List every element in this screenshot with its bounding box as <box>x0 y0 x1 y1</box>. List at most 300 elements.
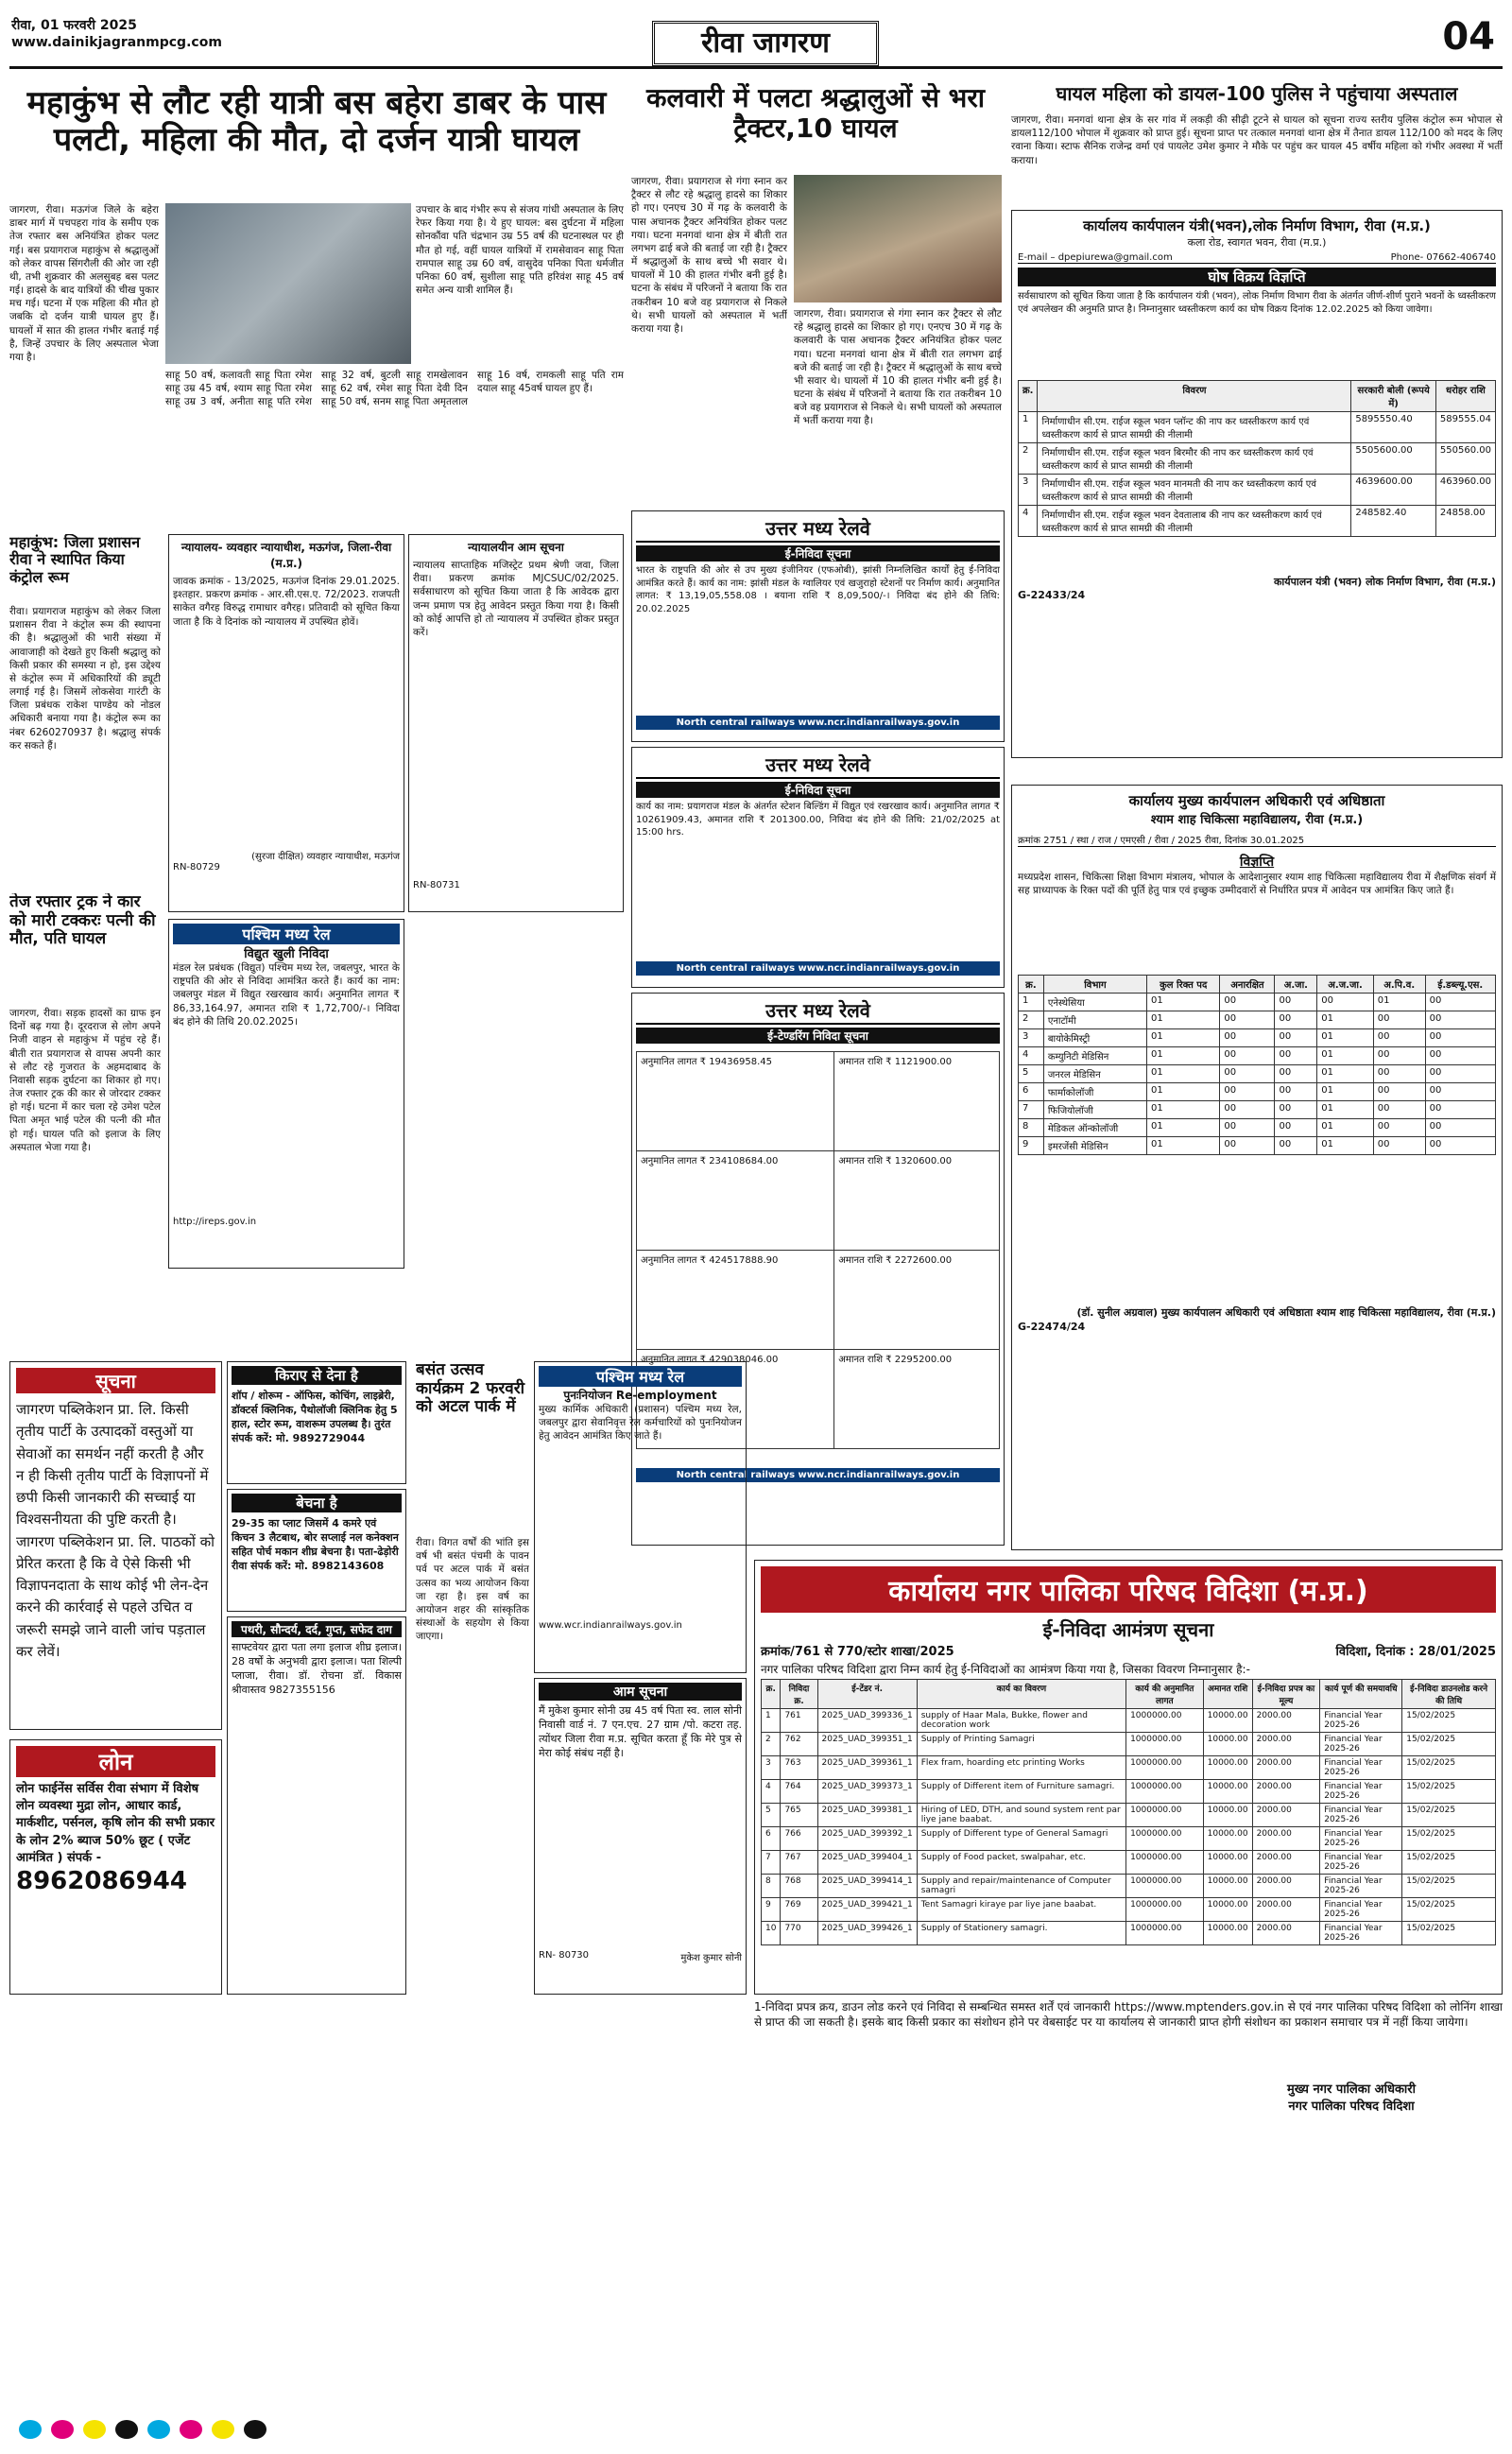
sale-ad <box>227 1489 406 1612</box>
cell: Financial Year 2025-26 <box>1320 1827 1402 1851</box>
cell: Financial Year 2025-26 <box>1320 1804 1402 1827</box>
cell: 00 <box>1425 1011 1495 1029</box>
cell: 10000.00 <box>1203 1851 1252 1875</box>
wcr-title: पश्चिम मध्य रेल <box>173 924 400 944</box>
cell: 2025_UAD_399404_1 <box>817 1851 917 1875</box>
rail3-sub: ई-टेण्डरिंग निविदा सूचना <box>636 1028 1000 1044</box>
pwd-th-3: धरोहर राशि <box>1435 381 1495 412</box>
story4-headline: महाकुंभ: जिला प्रशासन रीवा ने स्थापित किया कंट्रोल रूम <box>9 534 141 586</box>
vidisha-sig2: नगर पालिका परिषद विदिशा <box>1288 2100 1415 2114</box>
story4-body: रीवा। प्रयागराज महाकुंभ को लेकर जिला प्रशासन रीवा ने कंट्रोल रूम की स्थापना की है। श्रद्धालुओं की भारी संख्या में आवाजाही को देखते हुए किसी श्रद्धालु को किसी प्रकार की समस्या न हो, इस उद्देश्य से कंट्रोल रूम में अधिकारियों की ड्यूटी लगाई गई है। जिसमें लोकसेवा गारंटी के जिला प्रबंधक राकेश पाण्डेय को नोडल अधिकारी बनाया गया है। कंट्रोल रूम का नंबर 6260270937 है। श्रद्धालु संपर्क कर सकते हैं। <box>9 606 161 752</box>
story5-headline: तेज रफ्तार ट्रक ने कार को मारी टक्करः पत्नी की मौत, पति घायल <box>9 893 156 949</box>
cell: 3 <box>1019 475 1038 506</box>
cell: 10000.00 <box>1203 1898 1252 1922</box>
cell: 01 <box>1373 994 1425 1011</box>
cell: 2025_UAD_399392_1 <box>817 1827 917 1851</box>
cell: 8 <box>762 1875 781 1898</box>
medical-code: G-22474/24 <box>1018 1320 1086 1333</box>
table-row <box>1019 1083 1496 1101</box>
cell: Tent Samagri kiraye par liye jane baabat. <box>917 1898 1125 1922</box>
cell: 01 <box>1317 1101 1374 1119</box>
cell: अनुमानित लागत ₹ 429038046.00 <box>637 1350 834 1449</box>
cell: Financial Year 2025-26 <box>1320 1851 1402 1875</box>
cell: 589555.04 <box>1435 412 1495 443</box>
cell: 2000.00 <box>1252 1922 1320 1945</box>
cell: 769 <box>781 1898 817 1922</box>
cell: 00 <box>1317 994 1374 1011</box>
pwd-tender <box>1011 210 1503 758</box>
table-row <box>762 1875 1496 1898</box>
cell: 764 <box>781 1780 817 1804</box>
pwd-intro: सर्वसाधारण को सूचित किया जाता है कि कार्यपालन यंत्री (भवन), लोक निर्माण विभाग रीवा के अंतर्गत जीर्ण-शीर्ण पुराने भवनों के ध्वस्तीकरण एवं अपलेखन की अनुमति प्राप्त है। निम्नानुसार ध्वस्तीकरण कार्य का घोष विक्रय दिनांक 12.02.2025 को किया जावेगा। <box>1018 291 1496 315</box>
cell: 5895550.40 <box>1351 412 1436 443</box>
vidisha-sig1: मुख्य नगर पालिका अधिकारी <box>1287 2082 1416 2097</box>
loan-phone[interactable]: 8962086944 <box>16 1866 187 1895</box>
table-row <box>762 1827 1496 1851</box>
pwd-phone: Phone- 07662-406740 <box>1390 252 1496 263</box>
cell: कम्युनिटी मेडिसिन <box>1043 1047 1146 1065</box>
cell: इमरजेंसी मेडिसिन <box>1043 1137 1146 1155</box>
rent-ad <box>227 1361 406 1484</box>
reemp-sub: पुनःनियोजन Re-employment <box>563 1389 717 1402</box>
vidisha-th: ई-टेंडर नं. <box>817 1680 917 1709</box>
cell: 2000.00 <box>1252 1898 1320 1922</box>
medical-th: अ.ज.जा. <box>1317 976 1374 994</box>
vidisha-th: क्र. <box>762 1680 781 1709</box>
cell: 3 <box>1019 1029 1044 1047</box>
cell: Supply and repair/maintenance of Computer samagri <box>917 1875 1125 1898</box>
cell: 1000000.00 <box>1126 1733 1204 1756</box>
cell: 761 <box>781 1709 817 1733</box>
basant-headline: बसंत उत्सव कार्यक्रम 2 फरवरी को अटल पार्क में <box>416 1361 525 1417</box>
cell: 00 <box>1275 1029 1317 1047</box>
pwd-title: घोष विक्रय विज्ञप्ति <box>1018 268 1496 286</box>
table-row <box>762 1851 1496 1875</box>
cyan-mark <box>19 2420 42 2439</box>
vidisha-th: निविदा क्र. <box>781 1680 817 1709</box>
cell: 2025_UAD_399381_1 <box>817 1804 917 1827</box>
cell: 2000.00 <box>1252 1756 1320 1780</box>
cell: फार्माकोलॉजी <box>1043 1083 1146 1101</box>
medical-th: क्र. <box>1019 976 1044 994</box>
vidisha-th: कार्य की अनुमानित लागत <box>1126 1680 1204 1709</box>
reemp-body: मुख्य कार्मिक अधिकारी (प्रशासन) पश्चिम मध्य रेल, जबलपुर द्वारा सेवानिवृत्त रेल कर्मचारियों को पुनःनियोजन हेतु आवेदन आमंत्रित किए जाते हैं। <box>539 1404 742 1443</box>
cell: 2000.00 <box>1252 1709 1320 1733</box>
cell: 00 <box>1425 1101 1495 1119</box>
cell: 1000000.00 <box>1126 1780 1204 1804</box>
cell: 2000.00 <box>1252 1733 1320 1756</box>
table-row <box>637 1251 1000 1350</box>
aam-body: मैं मुकेश कुमार सोनी उम्र 45 वर्ष पिता स्व. लाल सोनी निवासी वार्ड नं. 7 एन.एच. 27 ग्राम /पो. कटरा तह. त्योंथर जिला रीवा म.प्र. सूचित करता हूँ कि मेरे पुत्र से मेरा कोई संबंध नहीं है। <box>539 1704 742 1759</box>
cell: 2025_UAD_399414_1 <box>817 1875 917 1898</box>
rail1-title: उत्तर मध्य रेलवे <box>636 515 1000 543</box>
cell: Financial Year 2025-26 <box>1320 1875 1402 1898</box>
cell: 00 <box>1373 1011 1425 1029</box>
cell: 10000.00 <box>1203 1733 1252 1756</box>
pwd-code: G-22433/24 <box>1018 589 1086 601</box>
cell: 00 <box>1373 1029 1425 1047</box>
table-row <box>762 1756 1496 1780</box>
medical-sub: श्याम शाह चिकित्सा महाविद्यालय, रीवा (म.प्र.) <box>1150 813 1364 827</box>
story2-headline: कलवारी में पलटा श्रद्धालुओं से भरा ट्रैक्टर,10 घायल <box>645 83 986 145</box>
cell: 00 <box>1425 1083 1495 1101</box>
cell: 00 <box>1220 1119 1275 1137</box>
cell: 01 <box>1317 1119 1374 1137</box>
cell: 15/02/2025 <box>1402 1827 1496 1851</box>
cell: 00 <box>1373 1101 1425 1119</box>
cell: एनाटॉमी <box>1043 1011 1146 1029</box>
pwd-office: कार्यालय कार्यपालन यंत्री(भवन),लोक निर्माण विभाग, रीवा (म.प्र.) <box>1083 217 1431 234</box>
cell: 15/02/2025 <box>1402 1756 1496 1780</box>
lead-body-2: उपचार के बाद गंभीर रूप से संजय गांधी अस्पताल के लिए रेफर किया गया है। ये हुए घायल: बस दुर्घटना में महिला सोनकौंवा पति चंद्रभान उम्र 55 वर्ष की घटनास्थल पर ही मौत हो गई, वहीं घायल यात्रियों में रामसेवावन साहू पिता रामपाल साहू उम्र 60 वर्ष, वासुदेव पनिका पिता धर्मजीत पनिका 60 वर्ष, सुशीला साहू पति हरिवंश साहू 45 वर्ष समेत अन्य यात्री शामिल हैं। <box>416 204 624 297</box>
masthead-rule <box>9 66 1503 69</box>
cell: 24858.00 <box>1435 506 1495 537</box>
yellow-mark <box>83 2420 106 2439</box>
court-notice-1 <box>168 534 404 912</box>
cell: 9 <box>1019 1137 1044 1155</box>
cell: Financial Year 2025-26 <box>1320 1756 1402 1780</box>
cell: 01 <box>1146 1047 1219 1065</box>
cell: 00 <box>1220 1011 1275 1029</box>
cell: 2000.00 <box>1252 1875 1320 1898</box>
story2-body: जागरण, रीवा। प्रयागराज से गंगा स्नान कर ट्रैक्टर से लौट रहे श्रद्धालु हादसे का शिकार हो गए। एनएच 30 में गढ़ के कलवारी के पास अचानक ट्रैक्टर अनियंत्रित होकर पलट गया। घटना मनगवां थाना क्षेत्र में बीती रात लगभग ढाई बजे की बताई जा रही है। ट्रैक्टर में श्रद्धालुओं के साथ बच्चे भी सवार थे। घायलों में 10 की हालत गंभीर बनी हुई है। घटना के संबंध में परिजनों ने बताया कि रात तकरीबन 10 बजे वह प्रयागराज से निकले थे। सभी घायलों को अस्पताल में भर्ती कराया गया है। <box>631 176 787 335</box>
cell: निर्माणाधीन सी.एम. राईज स्कूल भवन बिरमौर की नाप कर ध्वस्तीकरण कार्य एवं ध्वस्तीकरण कार्य से प्राप्त सामग्री की नीलामी <box>1038 443 1351 475</box>
cell: एनेस्थेसिया <box>1043 994 1146 1011</box>
cell: 00 <box>1373 1065 1425 1083</box>
disclaimer-box <box>9 1361 222 1730</box>
medical-notice-title: विज्ञप्ति <box>1239 855 1275 870</box>
cell: मेडिकल ऑन्कोलॉजी <box>1043 1119 1146 1137</box>
table-row <box>1019 1119 1496 1137</box>
pwd-th-0: क्र. <box>1019 381 1038 412</box>
cell: 10000.00 <box>1203 1709 1252 1733</box>
rail-notice-1 <box>631 510 1005 742</box>
lead-body-3: साहू 50 वर्ष, कलावती साहू पिता रमेश साहू उम्र 45 वर्ष, श्याम साहू पिता रमेश साहू उम्र 3 वर्ष, अनीता साहू पति रमेश साहू 32 वर्ष, बुटली साहू रामखेलावन साहू 62 वर्ष, रमेश साहू पिता देवी दिन साहू 50 वर्ष, सनम साहू पिता अमृतलाल साहू 16 वर्ष, रामकली साहू पति राम दयाल साहू 45वर्ष घायल हुए हैं। <box>165 370 624 408</box>
table-row <box>1019 443 1496 475</box>
cell: 550560.00 <box>1435 443 1495 475</box>
cell: 2000.00 <box>1252 1851 1320 1875</box>
pwd-th-1: विवरण <box>1038 381 1351 412</box>
cell: 4 <box>1019 506 1038 537</box>
vidisha-th: ई-निविदा डाउनलोड करने की तिथि <box>1402 1680 1496 1709</box>
cell: अमानत राशि ₹ 2295200.00 <box>834 1350 1000 1449</box>
cell: 1000000.00 <box>1126 1875 1204 1898</box>
table-row <box>1019 1047 1496 1065</box>
cell: 5505600.00 <box>1351 443 1436 475</box>
black-mark <box>115 2420 138 2439</box>
lead-photo <box>165 203 411 364</box>
rail2-sub: ई-निविदा सूचना <box>636 782 1000 798</box>
rent-title: किराए से देना है <box>232 1366 402 1385</box>
cell: 00 <box>1425 1065 1495 1083</box>
medical-notice <box>1011 785 1503 1550</box>
medical-footer: (डॉ. सुनील अग्रवाल) मुख्य कार्यपालन अधिकारी एवं अधिष्ठाता श्याम शाह चिकित्सा महाविद्यालय, रीवा (म.प्र.) <box>1076 1306 1496 1319</box>
medical-th: कुल रिक्त पद <box>1146 976 1219 994</box>
table-row <box>1019 1065 1496 1083</box>
cell: Supply of Printing Samagri <box>917 1733 1125 1756</box>
cell: 00 <box>1275 994 1317 1011</box>
magenta-mark <box>180 2420 202 2439</box>
medical-th: अ.पि.व. <box>1373 976 1425 994</box>
vidisha-th: ई-निविदा प्रपत्र का मूल्य <box>1252 1680 1320 1709</box>
table-row <box>762 1709 1496 1733</box>
cell: Financial Year 2025-26 <box>1320 1922 1402 1945</box>
cell: 01 <box>1146 1029 1219 1047</box>
cell: 00 <box>1425 994 1495 1011</box>
medical-body: मध्यप्रदेश शासन, चिकित्सा शिक्षा विभाग मंत्रालय, भोपाल के आदेशानुसार श्याम शाह चिकित्सा महाविद्यालय रीवा में शैक्षणिक संवर्ग में सह प्राध्यापक के रिक्त पदों की पूर्ति हेतु पात्र एवं इच्छुक उम्मीदवारों से निर्धारित प्रपत्र में आवेदन पत्र आमंत्रित किए जाते हैं। <box>1018 872 1496 897</box>
cell: 768 <box>781 1875 817 1898</box>
cell: 00 <box>1275 1137 1317 1155</box>
health-title: पथरी, सौन्दर्य, दर्द, गुप्त, सफेद दाग <box>232 1621 402 1637</box>
health-body: साफ्टवेयर द्वारा पता लगा इलाज शीघ्र इलाज। 28 वर्षों के अनुभवी द्वारा इलाज। पता शिल्पी प्लाजा, रीवा। डॉ. रोचना डॉ. विकास श्रीवास्तव 9827355156 <box>232 1641 402 1696</box>
cell: 00 <box>1220 1047 1275 1065</box>
cell: 2000.00 <box>1252 1804 1320 1827</box>
vidisha-sub: ई-निविदा आमंत्रण सूचना <box>1042 1618 1214 1641</box>
vidisha-note: 1-निविदा प्रपत्र क्रय, डाउन लोड करने एवं निविदा से सम्बन्धित समस्त शर्तें एवं जानकारी https://www.mptenders.gov.in से एवं नगर पालिका परिषद विदिशा को लोनिंग शाखा से प्राप्त की जा सकती है। इसके बाद किसी प्रकार का संशोधन होने पर वेबसाईट पर या कार्यालय से जानकारी प्राप्त होगी संशोधन का प्रकाशन समाचार पत्र में नहीं किया जायेगा। <box>754 2000 1503 2030</box>
cell: अनुमानित लागत ₹ 234108684.00 <box>637 1151 834 1251</box>
cell: 00 <box>1275 1083 1317 1101</box>
cell: 00 <box>1275 1047 1317 1065</box>
story3-headline: घायल महिला को डायल-100 पुलिस ने पहुंचाया अस्पताल <box>1056 83 1458 105</box>
table-row <box>762 1922 1496 1945</box>
medical-th: अ.जा. <box>1275 976 1317 994</box>
loan-title: लोन <box>16 1746 215 1777</box>
vidisha-th: अमानत राशि <box>1203 1680 1252 1709</box>
reemp-title: पश्चिम मध्य रेल <box>539 1366 742 1387</box>
pwd-th-2: सरकारी बोली (रूपये में) <box>1351 381 1436 412</box>
table-row <box>762 1898 1496 1922</box>
cell: 00 <box>1220 1137 1275 1155</box>
cell: 15/02/2025 <box>1402 1875 1496 1898</box>
cell: 00 <box>1425 1119 1495 1137</box>
cell: 10000.00 <box>1203 1922 1252 1945</box>
lead-headline: महाकुंभ से लौट रही यात्री बस बहेरा डाबर के पास पलटी, महिला की मौत, दो दर्जन यात्री घायल <box>26 85 607 160</box>
cell: 1 <box>762 1709 781 1733</box>
wcr-tender <box>168 919 404 1269</box>
cell: 00 <box>1275 1101 1317 1119</box>
cell: 10 <box>762 1922 781 1945</box>
cell: फिजियोलॉजी <box>1043 1101 1146 1119</box>
cell: 2000.00 <box>1252 1827 1320 1851</box>
cell: 762 <box>781 1733 817 1756</box>
cell: 00 <box>1220 994 1275 1011</box>
cell: 1000000.00 <box>1126 1709 1204 1733</box>
court1-title: न्यायालय- व्यवहार न्यायाधीश, मऊगंज, जिला-रीवा (म.प्र.) <box>180 541 392 570</box>
vidisha-th: कार्य पूर्ण की समयावधि <box>1320 1680 1402 1709</box>
vidisha-signature <box>1210 2080 1493 2127</box>
cell: 3 <box>762 1756 781 1780</box>
cell: 00 <box>1425 1029 1495 1047</box>
rail2-title: उत्तर मध्य रेलवे <box>636 752 1000 779</box>
cell: 01 <box>1317 1137 1374 1155</box>
vidisha-th: कार्य का विवरण <box>917 1680 1125 1709</box>
vidisha-ref: क्रमांक/761 से 770/स्टोर शाखा/2025 <box>761 1645 954 1659</box>
cell: Supply of Food packet, swalpahar, etc. <box>917 1851 1125 1875</box>
cell: 9 <box>762 1898 781 1922</box>
wcr-web[interactable]: http://ireps.gov.in <box>173 1217 257 1227</box>
suchna-title: सूचना <box>16 1368 215 1393</box>
cell: 15/02/2025 <box>1402 1851 1496 1875</box>
masthead-date: रीवा, 01 फरवरी 2025 <box>11 18 137 33</box>
cell: 00 <box>1275 1011 1317 1029</box>
rail3-footer[interactable]: North central railways www.ncr.indianrailways.gov.in <box>636 1468 1000 1482</box>
cell: 00 <box>1220 1101 1275 1119</box>
suchna-body: जागरण पब्लिकेशन प्रा. लि. किसी तृतीय पार्टी के उत्पादकों वस्तुओं या सेवाओं का समर्थन नहीं करती है और न ही किसी तृतीय पार्टी के विज्ञापनों में छपी किसी जानकारी की सच्चाई या विश्वसनीयता की पुष्टि करती है। जागरण पब्लिकेशन प्रा. लि. पाठकों को प्रेरित करता है कि वे ऐसे किसी भी विज्ञापनदाता के साथ कोई भी लेन-देन करने की कार्रवाई से पहले उचित व जरूरी समझे जाने वाली जांच पड़ताल कर लेवें। <box>16 1401 215 1660</box>
cell: 15/02/2025 <box>1402 1780 1496 1804</box>
cell: 01 <box>1146 1119 1219 1137</box>
cell: निर्माणाधीन सी.एम. राईज स्कूल भवन देवतालाब की नाप कर ध्वस्तीकरण कार्य एवं ध्वस्तीकरण कार्य से प्राप्त सामग्री की नीलामी <box>1038 506 1351 537</box>
cell: 2025_UAD_399361_1 <box>817 1756 917 1780</box>
cell: 01 <box>1317 1047 1374 1065</box>
magenta-mark <box>51 2420 74 2439</box>
cell: 15/02/2025 <box>1402 1709 1496 1733</box>
page-number: 04 <box>1442 15 1495 59</box>
cell: 10000.00 <box>1203 1875 1252 1898</box>
cell: 01 <box>1317 1083 1374 1101</box>
cell: 2 <box>762 1733 781 1756</box>
cell: अमानत राशि ₹ 1121900.00 <box>834 1052 1000 1151</box>
pwd-table <box>1018 380 1496 537</box>
cell: 763 <box>781 1756 817 1780</box>
cell: बायोकेमिस्ट्री <box>1043 1029 1146 1047</box>
cell: 10000.00 <box>1203 1756 1252 1780</box>
cell: निर्माणाधीन सी.एम. राईज स्कूल भवन प्लॉन्ट की नाप कर ध्वस्तीकरण कार्य एवं ध्वस्तीकरण कार्य से प्राप्त सामग्री की नीलामी <box>1038 412 1351 443</box>
table-row <box>762 1804 1496 1827</box>
cell: 00 <box>1373 1137 1425 1155</box>
cell: 00 <box>1220 1029 1275 1047</box>
wcr-body: मंडल रेल प्रबंधक (विद्युत) पश्चिम मध्य रेल, जबलपुर, भारत के राष्ट्रपति की ओर से निविदा आमंत्रित करते हैं। कार्य का नाम: जबलपुर मंडल में विद्युत रखरखाव कार्य। अनुमानित लागत ₹ 86,33,164.97, अमानत राशि ₹ 1,72,700/-। निविदा बंद होने की तिथि 20.02.2025। <box>173 962 400 1028</box>
cell: 00 <box>1220 1065 1275 1083</box>
story3-body: जागरण, रीवा। मनगवां थाना क्षेत्र के सर गांव में लकड़ी की सीढ़ी टूटने से घायल को सूचना राज्य स्तरीय पुलिस कंट्रोल रूम भोपाल से डायल112/100 भोपाल में शुक्रवार को प्राप्त हुई। सूचना प्राप्त पर तत्काल मनगवां थाना क्षेत्र में तैनात डायल 112/100 को मदद के लिए रवाना किया। स्टाफ सैनिक राजेन्द्र वर्मा एवं पायलेट उमेश कुमार ने मौके पर पहुंच कर घायल 45 वर्षीय महिला को गंभीर अवस्था में भर्ती कराया। <box>1011 114 1503 166</box>
cell: 00 <box>1425 1047 1495 1065</box>
cell: 2 <box>1019 443 1038 475</box>
cell: 01 <box>1146 994 1219 1011</box>
cell: 01 <box>1317 1065 1374 1083</box>
rail2-footer[interactable]: North central railways www.ncr.indianrailways.gov.in <box>636 961 1000 976</box>
rail2-body: कार्य का नाम: प्रयागराज मंडल के अंतर्गत स्टेशन बिल्डिंग में विद्युत एवं रखरखाव कार्य। अनुमानित लागत ₹ 10261909.43, अमानत राशि ₹ 201300.00, निविदा बंद होने की तिथि: 21/02/2025 at 15:00 hrs. <box>636 802 1000 838</box>
cell: 10000.00 <box>1203 1804 1252 1827</box>
cell: 765 <box>781 1804 817 1827</box>
table-row <box>637 1151 1000 1251</box>
cell: Financial Year 2025-26 <box>1320 1780 1402 1804</box>
court1-body: जावक क्रमांक - 13/2025, मऊगंज दिनांक 29.01.2025. इश्तहार. प्रकरण क्रमांक - आर.सी.एस.ए. 72/2023. राजपती साकेत वगैरह विरुद्ध रामाधार वगैरह। प्रतिवादी को सूचित किया जाता है कि वे दिनांक को न्यायालय में उपस्थित होवें। <box>173 576 400 628</box>
table-row <box>762 1733 1496 1756</box>
cell: 5 <box>1019 1065 1044 1083</box>
wcr-sub: विद्युत खुली निविदा <box>244 947 329 961</box>
cell: 248582.40 <box>1351 506 1436 537</box>
medical-office: कार्यालय मुख्य कार्यपालन अधिकारी एवं अधिष्ठाता <box>1128 792 1385 809</box>
cell: निर्माणाधीन सी.एम. राईज स्कूल भवन मानमती की नाप कर ध्वस्तीकरण कार्य एवं ध्वस्तीकरण कार्य से प्राप्त सामग्री की नीलामी <box>1038 475 1351 506</box>
cell: 7 <box>762 1851 781 1875</box>
cell: 01 <box>1146 1137 1219 1155</box>
sale-body: 29-35 का प्लाट जिसमें 4 कमरे एवं किचन 3 लैटबाथ, बोर सप्लाई नल कनेक्शन सहित पोर्च मकान शीघ्र बेचना है। पता-ढेड़ोरी रीवा संपर्क करें: मो. 8982143608 <box>232 1517 399 1572</box>
cell: 15/02/2025 <box>1402 1898 1496 1922</box>
cell: 4 <box>762 1780 781 1804</box>
cell: 766 <box>781 1827 817 1851</box>
masthead-title: रीवा जागरण <box>652 21 879 66</box>
loan-body: लोन फाईनेंस सर्विस रीवा संभाग में विशेष लोन व्यवस्था मुद्रा लोन, आधार कार्ड, मार्कशीट, पर्सनल, कृषि लोन की सभी प्रकार के लोन 2% ब्याज 50% छूट ( एजेंट आमंत्रित ) संपर्क - <box>16 1782 215 1865</box>
cell: 8 <box>1019 1119 1044 1137</box>
table-row <box>1019 1137 1496 1155</box>
cell: 00 <box>1275 1065 1317 1083</box>
table-row <box>1019 1029 1496 1047</box>
loan-ad <box>9 1739 222 1995</box>
basant-body: रीवा। विगत वर्षों की भांति इस वर्ष भी बसंत पंचमी के पावन पर्व पर अटल पार्क में बसंत उत्सव का भव्य आयोजन किया जा रहा है। इस वर्ष का आयोजन शहर की सांस्कृतिक संस्थाओं के सहयोग से किया जाएगा। <box>416 1537 529 1643</box>
reemp-notice <box>534 1361 747 1673</box>
cell: 2025_UAD_399421_1 <box>817 1898 917 1922</box>
cell: अमानत राशि ₹ 1320600.00 <box>834 1151 1000 1251</box>
table-row <box>762 1780 1496 1804</box>
rail3-title: उत्तर मध्य रेलवे <box>636 997 1000 1025</box>
court1-code: RN-80729 <box>173 862 220 873</box>
cell: 7 <box>1019 1101 1044 1119</box>
court2-code: RN-80731 <box>413 880 460 890</box>
cell: Financial Year 2025-26 <box>1320 1733 1402 1756</box>
rent-body: शॉप / शोरूम - ऑफिस, कोचिंग, लाइब्रेरी, डॉक्टर्स क्लिनिक, पैथोलॉजी क्लिनिक हेतु 5 हाल, स्टोर रूम, वाशरूम उपलब्ध है। तुरंत संपर्क करें: मो. 9892729044 <box>232 1390 398 1444</box>
cell: 1000000.00 <box>1126 1922 1204 1945</box>
cell: 4639600.00 <box>1351 475 1436 506</box>
masthead-left <box>11 17 222 51</box>
medical-th: अनारक्षित <box>1220 976 1275 994</box>
cell: Supply of Different type of General Samagri <box>917 1827 1125 1851</box>
table-row <box>1019 475 1496 506</box>
rail1-footer[interactable]: North central railways www.ncr.indianrailways.gov.in <box>636 716 1000 730</box>
cell: 1000000.00 <box>1126 1804 1204 1827</box>
yellow-mark <box>212 2420 234 2439</box>
story2-photo <box>794 175 1002 302</box>
cell: 2 <box>1019 1011 1044 1029</box>
cell: 1 <box>1019 412 1038 443</box>
cell: 6 <box>762 1827 781 1851</box>
cell: 15/02/2025 <box>1402 1922 1496 1945</box>
health-ad <box>227 1616 406 1995</box>
vidisha-table <box>761 1679 1496 1945</box>
cell: 00 <box>1275 1119 1317 1137</box>
vidisha-tender <box>754 1560 1503 1995</box>
pwd-footer: कार्यपालन यंत्री (भवन) लोक निर्माण विभाग, रीवा (म.प्र.) <box>1273 576 1496 588</box>
vidisha-title: कार्यालय नगर पालिका परिषद विदिशा (म.प्र.) <box>761 1566 1496 1613</box>
cell: 1000000.00 <box>1126 1827 1204 1851</box>
cell: Financial Year 2025-26 <box>1320 1709 1402 1733</box>
sale-title: बेचना है <box>232 1494 402 1512</box>
cell: 15/02/2025 <box>1402 1804 1496 1827</box>
cell: Financial Year 2025-26 <box>1320 1898 1402 1922</box>
cell: 1000000.00 <box>1126 1851 1204 1875</box>
rail-notice-2 <box>631 747 1005 988</box>
pwd-email[interactable]: E-mail – dpepiurewa@gmail.com <box>1018 252 1173 263</box>
table-row <box>1019 506 1496 537</box>
cell: 2025_UAD_399426_1 <box>817 1922 917 1945</box>
cell: Flex fram, hoarding etc printing Works <box>917 1756 1125 1780</box>
cell: 1000000.00 <box>1126 1898 1204 1922</box>
aam-title: आम सूचना <box>539 1683 742 1701</box>
table-row <box>1019 1101 1496 1119</box>
cell: Supply of Different item of Furniture samagri. <box>917 1780 1125 1804</box>
cell: 2025_UAD_399336_1 <box>817 1709 917 1733</box>
cell: 2025_UAD_399373_1 <box>817 1780 917 1804</box>
cell: 4 <box>1019 1047 1044 1065</box>
aam-sig: मुकेश कुमार सोनी <box>680 1953 742 1963</box>
cell: 15/02/2025 <box>1402 1733 1496 1756</box>
print-registration-marks <box>0 2420 1512 2439</box>
reemp-web[interactable]: www.wcr.indianrailways.gov.in <box>539 1620 682 1631</box>
cell: 00 <box>1373 1083 1425 1101</box>
cell: 6 <box>1019 1083 1044 1101</box>
court-notice-2 <box>408 534 624 912</box>
cell: अनुमानित लागत ₹ 424517888.90 <box>637 1251 834 1350</box>
masthead-website[interactable]: www.dainikjagranmpcg.com <box>11 35 222 51</box>
cell: Hiring of LED, DTH, and sound system rent par liye jane baabat. <box>917 1804 1125 1827</box>
